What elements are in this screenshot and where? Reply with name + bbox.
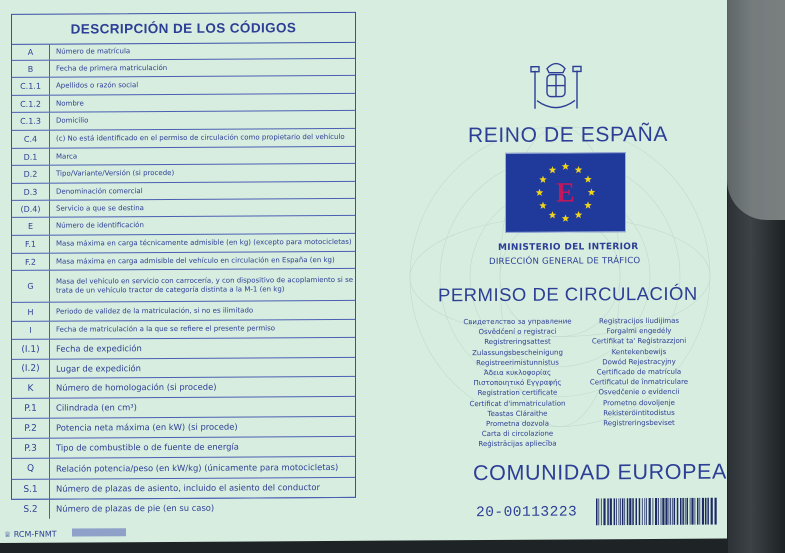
eu-star-icon — [549, 211, 557, 218]
row-code: E — [12, 218, 50, 235]
translation-line: Prometna dozvola — [486, 419, 549, 429]
barcode-bar — [646, 498, 647, 525]
barcode-bar — [622, 498, 624, 525]
barcode-bar — [697, 498, 699, 525]
barcode-bar — [658, 498, 659, 525]
barcode-bar — [655, 498, 657, 525]
barcode-bar — [702, 498, 704, 525]
translation-line: Certificat d'immatriculation — [469, 399, 566, 408]
translation-line: Dowód Rejestracyjny — [602, 357, 676, 367]
table-row — [12, 377, 355, 399]
row-code: D.3 — [12, 184, 50, 200]
barcode-bar — [674, 498, 676, 525]
row-description: Fecha de expedición — [56, 343, 142, 354]
fnmt-logo-icon: ♕ — [4, 529, 12, 539]
coat-of-arms-icon — [525, 56, 587, 118]
row-code: P.2 — [12, 419, 50, 438]
eu-star-icon — [575, 166, 583, 173]
row-description: Relación potencia/peso (en kW/kg) (únicamente para motocicletas) — [56, 461, 339, 474]
translation-line: Registracijos liudijimas — [598, 316, 680, 326]
barcode-bar — [607, 498, 609, 525]
translation-line: Certifikat ta' Reģistrazzjoni — [591, 337, 687, 346]
table-row — [12, 457, 355, 480]
translation-line: Carta di circolazione — [481, 429, 554, 439]
community-heading: COMUNIDAD EUROPEA — [473, 459, 727, 486]
table-row — [12, 478, 355, 500]
row-code: S.2 — [12, 500, 50, 519]
table-row — [12, 417, 355, 439]
barcode-bar — [707, 498, 709, 525]
row-description: Periodo de validez de la matriculación, si no es ilimitado — [56, 306, 254, 316]
row-description: Masa del vehículo en servicio con carrocería, y con dispositivo de acoplamiento si se trata de un vehículo tractor de categoría distinta a la M-1 (en kg) — [56, 275, 354, 295]
row-description: Nombre — [56, 99, 84, 108]
barcode-bar — [610, 498, 612, 525]
table-row — [12, 147, 355, 166]
barcode-bar — [687, 498, 689, 525]
barcode-bar — [601, 498, 602, 525]
translation-line: Kentekenbewijs — [611, 347, 667, 356]
table-row — [12, 301, 355, 322]
barcode-bar — [620, 498, 621, 525]
translation-line: Forgalmi engedély — [606, 327, 672, 336]
row-code: D.2 — [12, 166, 50, 183]
barcode-bar — [695, 498, 696, 525]
translation-line: Certificatul de înmatriculare — [589, 378, 689, 387]
eu-star-icon — [539, 176, 547, 183]
row-description: Número de plazas de asiento, incluido el asiento del conductor — [56, 482, 320, 494]
barcode-bar — [682, 498, 684, 525]
barcode-bar — [649, 498, 651, 525]
serial-number: 20-00113223 — [476, 504, 578, 522]
translation-line: Certificado de matrícula — [596, 367, 682, 377]
row-description: (c) No está identificado en el permiso de circulación como propietario del vehículo — [56, 133, 345, 143]
barcode-bar — [715, 498, 717, 525]
table-row — [12, 111, 355, 131]
permit-title: PERMISO DE CIRCULACIÓN — [438, 282, 698, 306]
kingdom-heading: REINO DE ESPAÑA — [468, 122, 668, 148]
row-code: B — [12, 61, 50, 77]
barcode-bar — [603, 498, 605, 525]
row-code: C.4 — [12, 131, 50, 148]
translation-line: Registreerimistunnistus — [476, 358, 559, 367]
row-code: Q — [12, 459, 50, 479]
printer-code-text: RCM-FNMT — [13, 529, 57, 539]
barcode-bar — [670, 498, 671, 525]
row-description: Número de homologación (si procede) — [56, 381, 217, 393]
barcode-bar — [690, 498, 691, 525]
table-row — [12, 397, 355, 419]
barcode-bar — [672, 498, 673, 525]
table-row — [12, 216, 355, 236]
row-description: Fecha de matriculación a la que se refiere el presente permiso — [56, 324, 276, 334]
row-code: A — [12, 45, 50, 60]
eu-stars-icon — [506, 153, 625, 232]
row-description: Fecha de primera matriculación — [56, 63, 168, 73]
row-description: Tipo de combustible o de fuente de energía — [56, 441, 239, 453]
barcode-bar — [705, 498, 707, 525]
translation-line: Пιστοποιητικό Εγγραφής — [473, 378, 562, 388]
eu-star-icon — [549, 166, 557, 173]
row-description: Masa máxima en carga técnicamente admisible (en kg) (excepto para motocicletas) — [56, 237, 352, 248]
table-row — [12, 234, 355, 254]
translation-line: Άδεια κυκλοφορίας — [483, 368, 552, 378]
footer-bar — [72, 528, 126, 536]
table-row — [12, 252, 355, 271]
eu-star-icon — [536, 189, 544, 196]
barcode-bar — [639, 498, 641, 525]
translation-line: Prometno dovoljenje — [603, 398, 675, 407]
barcode-bar — [619, 498, 620, 525]
barcode-bar — [711, 498, 713, 525]
translation-line: Registreringsattest — [484, 338, 551, 347]
row-code: P.1 — [12, 399, 50, 418]
translations-left — [455, 316, 580, 449]
eu-star-icon — [562, 215, 570, 222]
barcode-bar — [677, 498, 679, 525]
row-description: Denominación comercial — [56, 186, 143, 196]
eu-star-icon — [575, 211, 583, 218]
translation-line: Rekisteröintitodistus — [603, 408, 675, 418]
barcode-bar — [627, 498, 629, 525]
row-description: Apellidos o razón social — [56, 81, 139, 90]
row-code: C.1.2 — [12, 96, 50, 112]
barcode-bar — [665, 498, 667, 525]
table-row — [12, 164, 355, 184]
eu-star-icon — [584, 175, 592, 182]
eu-star-icon — [584, 201, 592, 208]
barcode-bar — [653, 498, 654, 525]
row-description: Domicilio — [56, 116, 89, 125]
translation-line: Teastas Cláraithe — [487, 409, 548, 418]
row-description: Lugar de expedición — [56, 362, 141, 374]
codes-table-body — [12, 43, 355, 519]
barcode-bar — [614, 498, 616, 525]
row-code: F.1 — [12, 236, 50, 253]
table-row — [12, 338, 355, 360]
table-row — [12, 129, 355, 149]
translation-line: Reģistrācijas apliecība — [478, 440, 557, 449]
table-row — [12, 320, 355, 340]
codes-table-title: DESCRIPCIÓN DE LOS CÓDIGOS — [12, 13, 355, 45]
row-description: Cilindrada (en cm³) — [56, 402, 137, 413]
row-code: (D.4) — [12, 201, 50, 217]
row-code: (I.2) — [12, 360, 50, 378]
translation-line: Osvědčení o registraci — [478, 327, 557, 337]
translation-line: Registration certificate — [477, 389, 558, 398]
table-row — [12, 76, 355, 96]
barcode-bar — [662, 498, 664, 525]
row-description: Potencia neta máxima (en kW) (si procede) — [56, 421, 238, 433]
barcode-bar — [699, 498, 700, 525]
barcode-bar — [598, 498, 599, 525]
barcode-bar — [661, 498, 662, 525]
eu-star-icon — [588, 188, 596, 195]
barcode-bar — [632, 498, 634, 525]
row-code: C.1.1 — [12, 78, 50, 95]
row-description: Número de identificación — [56, 221, 144, 230]
row-description: Servicio a que se destina — [56, 203, 144, 213]
row-code: K — [12, 379, 50, 398]
row-description: Marca — [56, 152, 78, 161]
table-row — [12, 269, 355, 303]
table-row — [12, 59, 355, 78]
translation-line: Registreringsbeviset — [603, 418, 675, 428]
row-code: G — [12, 271, 50, 302]
barcode-bar — [642, 498, 643, 525]
translation-line: Osvedčenie o evidencii — [598, 388, 680, 397]
table-row — [12, 94, 355, 113]
barcode-bar — [624, 498, 625, 525]
background-object — [727, 0, 785, 220]
row-code: F.2 — [12, 254, 50, 270]
table-row — [12, 182, 355, 201]
row-code: P.3 — [12, 439, 50, 458]
printer-code — [4, 530, 57, 539]
table-row — [12, 199, 355, 218]
directorate-name: DIRECCIÓN GENERAL DE TRÁFICO — [489, 256, 641, 268]
row-code: D.1 — [12, 149, 50, 165]
eu-star-icon — [562, 163, 570, 170]
barcode — [595, 498, 718, 526]
table-row — [12, 358, 355, 379]
row-description: Tipo/Variante/Versión (si procede) — [56, 169, 175, 178]
eu-star-icon — [539, 202, 547, 209]
row-code: H — [12, 303, 50, 321]
table-row — [12, 498, 355, 519]
row-code: S.1 — [12, 480, 50, 499]
barcode-bar — [636, 498, 638, 525]
barcode-bar — [629, 498, 631, 525]
row-description: Número de plazas de pie (en su caso) — [56, 502, 215, 514]
barcode-bar — [596, 498, 598, 525]
barcode-bar — [685, 498, 686, 525]
barcode-bar — [616, 498, 617, 525]
ministry-name: MINISTERIO DEL INTERIOR — [498, 242, 639, 253]
barcode-bar — [669, 498, 670, 525]
table-row — [12, 437, 355, 459]
flag-letter: E — [556, 177, 575, 209]
translation-line: Свидетелство за управление — [463, 317, 572, 327]
eu-flag — [505, 152, 626, 233]
row-code: I — [12, 322, 50, 339]
row-code: (I.1) — [12, 340, 50, 359]
barcode-bar — [680, 498, 682, 525]
codes-table — [11, 12, 356, 515]
row-code: C.1.3 — [12, 113, 50, 130]
row-description: Masa máxima en carga admisible del vehículo en circulación en España (en kg) — [56, 255, 335, 266]
translation-line: Zulassungsbescheinigung — [472, 348, 563, 357]
row-description: Número de matrícula — [56, 47, 131, 56]
barcode-bar — [644, 498, 645, 525]
translations-right — [589, 316, 689, 429]
barcode-bar — [691, 498, 693, 525]
